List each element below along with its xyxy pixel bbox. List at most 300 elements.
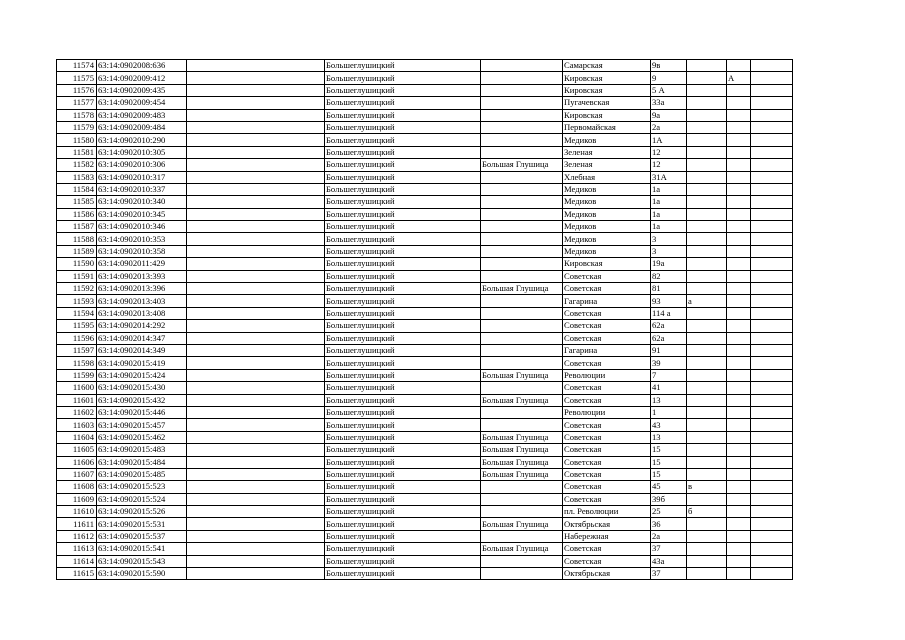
house-number-cell: 1 bbox=[651, 406, 687, 418]
settlement-cell: Большеглушицкий bbox=[325, 406, 481, 418]
table-row bbox=[57, 159, 793, 171]
row-number-cell: 11593 bbox=[57, 295, 97, 307]
table-row bbox=[57, 468, 793, 480]
cadastral-number-cell: 63:14:0902009:412 bbox=[97, 72, 187, 84]
house-suffix-cell bbox=[687, 369, 727, 381]
settlement-cell: Большеглушицкий bbox=[325, 320, 481, 332]
empty-cell bbox=[751, 159, 793, 171]
empty-cell bbox=[187, 196, 325, 208]
empty-cell bbox=[187, 506, 325, 518]
building-letter-cell bbox=[727, 568, 751, 580]
building-letter-cell bbox=[727, 283, 751, 295]
empty-cell bbox=[751, 382, 793, 394]
locality-cell: Большая Глушица bbox=[481, 394, 563, 406]
row-number-cell: 11613 bbox=[57, 543, 97, 555]
table-row bbox=[57, 307, 793, 319]
building-letter-cell bbox=[727, 530, 751, 542]
locality-cell bbox=[481, 320, 563, 332]
house-number-cell: 9 bbox=[651, 72, 687, 84]
building-letter-cell bbox=[727, 332, 751, 344]
table-row bbox=[57, 568, 793, 580]
locality-cell: Большая Глушица bbox=[481, 283, 563, 295]
house-suffix-cell bbox=[687, 245, 727, 257]
row-number-cell: 11589 bbox=[57, 245, 97, 257]
building-letter-cell bbox=[727, 307, 751, 319]
locality-cell bbox=[481, 183, 563, 195]
settlement-cell: Большеглушицкий bbox=[325, 97, 481, 109]
building-letter-cell bbox=[727, 60, 751, 72]
table-row bbox=[57, 221, 793, 233]
house-suffix-cell bbox=[687, 134, 727, 146]
house-number-cell: 43 bbox=[651, 419, 687, 431]
house-suffix-cell bbox=[687, 283, 727, 295]
house-suffix-cell bbox=[687, 332, 727, 344]
cadastral-number-cell: 63:14:0902009:454 bbox=[97, 97, 187, 109]
street-cell: Советская bbox=[563, 444, 651, 456]
settlement-cell: Большеглушицкий bbox=[325, 568, 481, 580]
row-number-cell: 11580 bbox=[57, 134, 97, 146]
row-number-cell: 11591 bbox=[57, 270, 97, 282]
cadastral-number-cell: 63:14:0902015:541 bbox=[97, 543, 187, 555]
building-letter-cell bbox=[727, 159, 751, 171]
row-number-cell: 11587 bbox=[57, 221, 97, 233]
locality-cell bbox=[481, 233, 563, 245]
cadastral-number-cell: 63:14:0902011:429 bbox=[97, 258, 187, 270]
house-number-cell: 15 bbox=[651, 444, 687, 456]
empty-cell bbox=[187, 468, 325, 480]
cadastral-number-cell: 63:14:0902015:457 bbox=[97, 419, 187, 431]
street-cell: Медиков bbox=[563, 233, 651, 245]
house-suffix-cell bbox=[687, 97, 727, 109]
empty-cell bbox=[751, 468, 793, 480]
settlement-cell: Большеглушицкий bbox=[325, 555, 481, 567]
house-number-cell: 82 bbox=[651, 270, 687, 282]
empty-cell bbox=[751, 493, 793, 505]
street-cell: Советская bbox=[563, 468, 651, 480]
building-letter-cell bbox=[727, 270, 751, 282]
settlement-cell: Большеглушицкий bbox=[325, 493, 481, 505]
table-row bbox=[57, 456, 793, 468]
empty-cell bbox=[751, 258, 793, 270]
empty-cell bbox=[751, 320, 793, 332]
street-cell: Советская bbox=[563, 456, 651, 468]
empty-cell bbox=[187, 555, 325, 567]
empty-cell bbox=[751, 456, 793, 468]
empty-cell bbox=[187, 295, 325, 307]
row-number-cell: 11584 bbox=[57, 183, 97, 195]
cadastral-number-cell: 63:14:0902015:419 bbox=[97, 357, 187, 369]
house-number-cell: 12 bbox=[651, 159, 687, 171]
house-suffix-cell bbox=[687, 307, 727, 319]
street-cell: Советская bbox=[563, 382, 651, 394]
street-cell: Советская bbox=[563, 270, 651, 282]
house-suffix-cell bbox=[687, 382, 727, 394]
row-number-cell: 11582 bbox=[57, 159, 97, 171]
house-suffix-cell bbox=[687, 493, 727, 505]
row-number-cell: 11578 bbox=[57, 109, 97, 121]
table-row bbox=[57, 382, 793, 394]
settlement-cell: Большеглушицкий bbox=[325, 382, 481, 394]
row-number-cell: 11606 bbox=[57, 456, 97, 468]
empty-cell bbox=[751, 431, 793, 443]
building-letter-cell bbox=[727, 146, 751, 158]
settlement-cell: Большеглушицкий bbox=[325, 431, 481, 443]
street-cell: Медиков bbox=[563, 245, 651, 257]
table-row bbox=[57, 357, 793, 369]
house-number-cell: 3 bbox=[651, 233, 687, 245]
house-suffix-cell bbox=[687, 419, 727, 431]
street-cell: Советская bbox=[563, 555, 651, 567]
table-row bbox=[57, 72, 793, 84]
building-letter-cell bbox=[727, 518, 751, 530]
empty-cell bbox=[751, 109, 793, 121]
table-row bbox=[57, 431, 793, 443]
locality-cell: Большая Глушица bbox=[481, 543, 563, 555]
row-number-cell: 11609 bbox=[57, 493, 97, 505]
house-suffix-cell bbox=[687, 394, 727, 406]
locality-cell bbox=[481, 295, 563, 307]
cadastral-number-cell: 63:14:0902015:430 bbox=[97, 382, 187, 394]
empty-cell bbox=[187, 270, 325, 282]
locality-cell: Большая Глушица bbox=[481, 468, 563, 480]
building-letter-cell bbox=[727, 344, 751, 356]
cadastral-number-cell: 63:14:0902009:435 bbox=[97, 84, 187, 96]
building-letter-cell bbox=[727, 208, 751, 220]
street-cell: Советская bbox=[563, 493, 651, 505]
street-cell: Медиков bbox=[563, 134, 651, 146]
house-suffix-cell bbox=[687, 320, 727, 332]
empty-cell bbox=[187, 109, 325, 121]
house-suffix-cell bbox=[687, 270, 727, 282]
house-number-cell: 1а bbox=[651, 196, 687, 208]
locality-cell: Большая Глушица bbox=[481, 518, 563, 530]
row-number-cell: 11598 bbox=[57, 357, 97, 369]
settlement-cell: Большеглушицкий bbox=[325, 109, 481, 121]
empty-cell bbox=[187, 543, 325, 555]
cadastral-number-cell: 63:14:0902015:446 bbox=[97, 406, 187, 418]
empty-cell bbox=[187, 221, 325, 233]
table-row bbox=[57, 270, 793, 282]
records-table bbox=[56, 59, 793, 580]
empty-cell bbox=[751, 270, 793, 282]
street-cell: Советская bbox=[563, 394, 651, 406]
street-cell: Советская bbox=[563, 307, 651, 319]
table-row bbox=[57, 183, 793, 195]
settlement-cell: Большеглушицкий bbox=[325, 369, 481, 381]
settlement-cell: Большеглушицкий bbox=[325, 72, 481, 84]
cadastral-number-cell: 63:14:0902015:484 bbox=[97, 456, 187, 468]
locality-cell bbox=[481, 245, 563, 257]
house-suffix-cell bbox=[687, 84, 727, 96]
table-row bbox=[57, 543, 793, 555]
row-number-cell: 11602 bbox=[57, 406, 97, 418]
house-number-cell: 9а bbox=[651, 109, 687, 121]
house-suffix-cell bbox=[687, 196, 727, 208]
row-number-cell: 11588 bbox=[57, 233, 97, 245]
house-suffix-cell bbox=[687, 530, 727, 542]
empty-cell bbox=[751, 283, 793, 295]
building-letter-cell bbox=[727, 84, 751, 96]
building-letter-cell bbox=[727, 357, 751, 369]
empty-cell bbox=[187, 406, 325, 418]
house-number-cell: 1а bbox=[651, 208, 687, 220]
street-cell: Медиков bbox=[563, 183, 651, 195]
cadastral-number-cell: 63:14:0902015:524 bbox=[97, 493, 187, 505]
street-cell: Гагарина bbox=[563, 295, 651, 307]
house-number-cell: 37 bbox=[651, 543, 687, 555]
row-number-cell: 11596 bbox=[57, 332, 97, 344]
building-letter-cell bbox=[727, 196, 751, 208]
cadastral-number-cell: 63:14:0902015:531 bbox=[97, 518, 187, 530]
row-number-cell: 11599 bbox=[57, 369, 97, 381]
table-row bbox=[57, 481, 793, 493]
records-table-body bbox=[57, 60, 793, 580]
house-number-cell: 9в bbox=[651, 60, 687, 72]
row-number-cell: 11585 bbox=[57, 196, 97, 208]
cadastral-number-cell: 63:14:0902009:484 bbox=[97, 121, 187, 133]
row-number-cell: 11592 bbox=[57, 283, 97, 295]
cadastral-number-cell: 63:14:0902015:590 bbox=[97, 568, 187, 580]
house-number-cell: 7 bbox=[651, 369, 687, 381]
house-number-cell: 13 bbox=[651, 394, 687, 406]
row-number-cell: 11615 bbox=[57, 568, 97, 580]
table-row bbox=[57, 332, 793, 344]
street-cell: Зеленая bbox=[563, 159, 651, 171]
street-cell: Самарская bbox=[563, 60, 651, 72]
settlement-cell: Большеглушицкий bbox=[325, 134, 481, 146]
cadastral-number-cell: 63:14:0902010:306 bbox=[97, 159, 187, 171]
settlement-cell: Большеглушицкий bbox=[325, 344, 481, 356]
empty-cell bbox=[187, 518, 325, 530]
locality-cell bbox=[481, 530, 563, 542]
locality-cell: Большая Глушица bbox=[481, 159, 563, 171]
building-letter-cell bbox=[727, 258, 751, 270]
building-letter-cell bbox=[727, 233, 751, 245]
house-suffix-cell: а bbox=[687, 295, 727, 307]
cadastral-number-cell: 63:14:0902015:485 bbox=[97, 468, 187, 480]
empty-cell bbox=[751, 357, 793, 369]
locality-cell bbox=[481, 493, 563, 505]
row-number-cell: 11575 bbox=[57, 72, 97, 84]
house-suffix-cell bbox=[687, 109, 727, 121]
locality-cell bbox=[481, 344, 563, 356]
settlement-cell: Большеглушицкий bbox=[325, 307, 481, 319]
settlement-cell: Большеглушицкий bbox=[325, 419, 481, 431]
locality-cell bbox=[481, 270, 563, 282]
settlement-cell: Большеглушицкий bbox=[325, 530, 481, 542]
empty-cell bbox=[751, 208, 793, 220]
street-cell: Медиков bbox=[563, 208, 651, 220]
house-number-cell: 114 а bbox=[651, 307, 687, 319]
empty-cell bbox=[187, 394, 325, 406]
locality-cell: Большая Глушица bbox=[481, 369, 563, 381]
locality-cell: Большая Глушица bbox=[481, 456, 563, 468]
empty-cell bbox=[187, 159, 325, 171]
row-number-cell: 11600 bbox=[57, 382, 97, 394]
row-number-cell: 11595 bbox=[57, 320, 97, 332]
cadastral-number-cell: 63:14:0902014:292 bbox=[97, 320, 187, 332]
table-row bbox=[57, 406, 793, 418]
locality-cell bbox=[481, 481, 563, 493]
row-number-cell: 11614 bbox=[57, 555, 97, 567]
empty-cell bbox=[187, 121, 325, 133]
empty-cell bbox=[751, 72, 793, 84]
building-letter-cell bbox=[727, 109, 751, 121]
house-suffix-cell bbox=[687, 171, 727, 183]
house-number-cell: 39б bbox=[651, 493, 687, 505]
building-letter-cell bbox=[727, 431, 751, 443]
row-number-cell: 11583 bbox=[57, 171, 97, 183]
locality-cell bbox=[481, 357, 563, 369]
empty-cell bbox=[751, 394, 793, 406]
locality-cell bbox=[481, 382, 563, 394]
empty-cell bbox=[187, 146, 325, 158]
house-number-cell: 81 bbox=[651, 283, 687, 295]
locality-cell bbox=[481, 121, 563, 133]
empty-cell bbox=[751, 406, 793, 418]
empty-cell bbox=[751, 146, 793, 158]
empty-cell bbox=[751, 196, 793, 208]
house-suffix-cell bbox=[687, 468, 727, 480]
table-row bbox=[57, 493, 793, 505]
cadastral-number-cell: 63:14:0902014:349 bbox=[97, 344, 187, 356]
empty-cell bbox=[187, 481, 325, 493]
table-row bbox=[57, 146, 793, 158]
street-cell: Советская bbox=[563, 283, 651, 295]
locality-cell bbox=[481, 555, 563, 567]
house-suffix-cell bbox=[687, 258, 727, 270]
settlement-cell: Большеглушицкий bbox=[325, 518, 481, 530]
street-cell: Советская bbox=[563, 357, 651, 369]
building-letter-cell bbox=[727, 320, 751, 332]
cadastral-number-cell: 63:14:0902013:403 bbox=[97, 295, 187, 307]
cadastral-number-cell: 63:14:0902013:393 bbox=[97, 270, 187, 282]
cadastral-number-cell: 63:14:0902010:340 bbox=[97, 196, 187, 208]
empty-cell bbox=[751, 530, 793, 542]
building-letter-cell bbox=[727, 183, 751, 195]
house-suffix-cell bbox=[687, 121, 727, 133]
house-number-cell: 1а bbox=[651, 221, 687, 233]
street-cell: Кировская bbox=[563, 109, 651, 121]
building-letter-cell bbox=[727, 171, 751, 183]
house-suffix-cell: в bbox=[687, 481, 727, 493]
street-cell: Медиков bbox=[563, 196, 651, 208]
table-row bbox=[57, 419, 793, 431]
building-letter-cell bbox=[727, 134, 751, 146]
cadastral-number-cell: 63:14:0902015:523 bbox=[97, 481, 187, 493]
street-cell: Советская bbox=[563, 332, 651, 344]
building-letter-cell bbox=[727, 406, 751, 418]
street-cell: Октябрьская bbox=[563, 518, 651, 530]
house-number-cell: 31А bbox=[651, 171, 687, 183]
settlement-cell: Большеглушицкий bbox=[325, 468, 481, 480]
settlement-cell: Большеглушицкий bbox=[325, 357, 481, 369]
house-number-cell: 45 bbox=[651, 481, 687, 493]
settlement-cell: Большеглушицкий bbox=[325, 245, 481, 257]
settlement-cell: Большеглушицкий bbox=[325, 506, 481, 518]
settlement-cell: Большеглушицкий bbox=[325, 444, 481, 456]
locality-cell bbox=[481, 506, 563, 518]
locality-cell bbox=[481, 406, 563, 418]
building-letter-cell bbox=[727, 444, 751, 456]
table-row bbox=[57, 60, 793, 72]
table-row bbox=[57, 518, 793, 530]
house-number-cell: 91 bbox=[651, 344, 687, 356]
table-row bbox=[57, 344, 793, 356]
cadastral-number-cell: 63:14:0902010:345 bbox=[97, 208, 187, 220]
cadastral-number-cell: 63:14:0902010:290 bbox=[97, 134, 187, 146]
table-row bbox=[57, 245, 793, 257]
empty-cell bbox=[751, 171, 793, 183]
table-row bbox=[57, 97, 793, 109]
house-suffix-cell bbox=[687, 221, 727, 233]
cadastral-number-cell: 63:14:0902013:396 bbox=[97, 283, 187, 295]
house-number-cell: 19а bbox=[651, 258, 687, 270]
empty-cell bbox=[187, 493, 325, 505]
cadastral-number-cell: 63:14:0902008:636 bbox=[97, 60, 187, 72]
street-cell: Зеленая bbox=[563, 146, 651, 158]
street-cell: Революции bbox=[563, 406, 651, 418]
empty-cell bbox=[751, 134, 793, 146]
settlement-cell: Большеглушицкий bbox=[325, 543, 481, 555]
building-letter-cell bbox=[727, 481, 751, 493]
table-row bbox=[57, 109, 793, 121]
house-suffix-cell bbox=[687, 344, 727, 356]
empty-cell bbox=[187, 382, 325, 394]
empty-cell bbox=[751, 555, 793, 567]
row-number-cell: 11605 bbox=[57, 444, 97, 456]
empty-cell bbox=[187, 171, 325, 183]
empty-cell bbox=[187, 134, 325, 146]
table-row bbox=[57, 208, 793, 220]
row-number-cell: 11576 bbox=[57, 84, 97, 96]
settlement-cell: Большеглушицкий bbox=[325, 84, 481, 96]
empty-cell bbox=[187, 357, 325, 369]
empty-cell bbox=[187, 97, 325, 109]
table-row bbox=[57, 171, 793, 183]
building-letter-cell bbox=[727, 456, 751, 468]
house-number-cell: 39 bbox=[651, 357, 687, 369]
street-cell: Гагарина bbox=[563, 344, 651, 356]
street-cell: Пугачевская bbox=[563, 97, 651, 109]
cadastral-number-cell: 63:14:0902010:346 bbox=[97, 221, 187, 233]
table-row bbox=[57, 444, 793, 456]
street-cell: Первомайская bbox=[563, 121, 651, 133]
empty-cell bbox=[751, 518, 793, 530]
table-row bbox=[57, 283, 793, 295]
row-number-cell: 11607 bbox=[57, 468, 97, 480]
cadastral-number-cell: 63:14:0902015:462 bbox=[97, 431, 187, 443]
row-number-cell: 11611 bbox=[57, 518, 97, 530]
cadastral-number-cell: 63:14:0902010:337 bbox=[97, 183, 187, 195]
building-letter-cell bbox=[727, 221, 751, 233]
locality-cell: Большая Глушица bbox=[481, 431, 563, 443]
house-number-cell: 37 bbox=[651, 568, 687, 580]
building-letter-cell bbox=[727, 506, 751, 518]
building-letter-cell bbox=[727, 493, 751, 505]
row-number-cell: 11604 bbox=[57, 431, 97, 443]
locality-cell bbox=[481, 84, 563, 96]
building-letter-cell bbox=[727, 97, 751, 109]
table-row bbox=[57, 320, 793, 332]
row-number-cell: 11581 bbox=[57, 146, 97, 158]
empty-cell bbox=[187, 568, 325, 580]
street-cell: Советская bbox=[563, 481, 651, 493]
settlement-cell: Большеглушицкий bbox=[325, 121, 481, 133]
house-suffix-cell bbox=[687, 444, 727, 456]
empty-cell bbox=[187, 283, 325, 295]
street-cell: Революции bbox=[563, 369, 651, 381]
